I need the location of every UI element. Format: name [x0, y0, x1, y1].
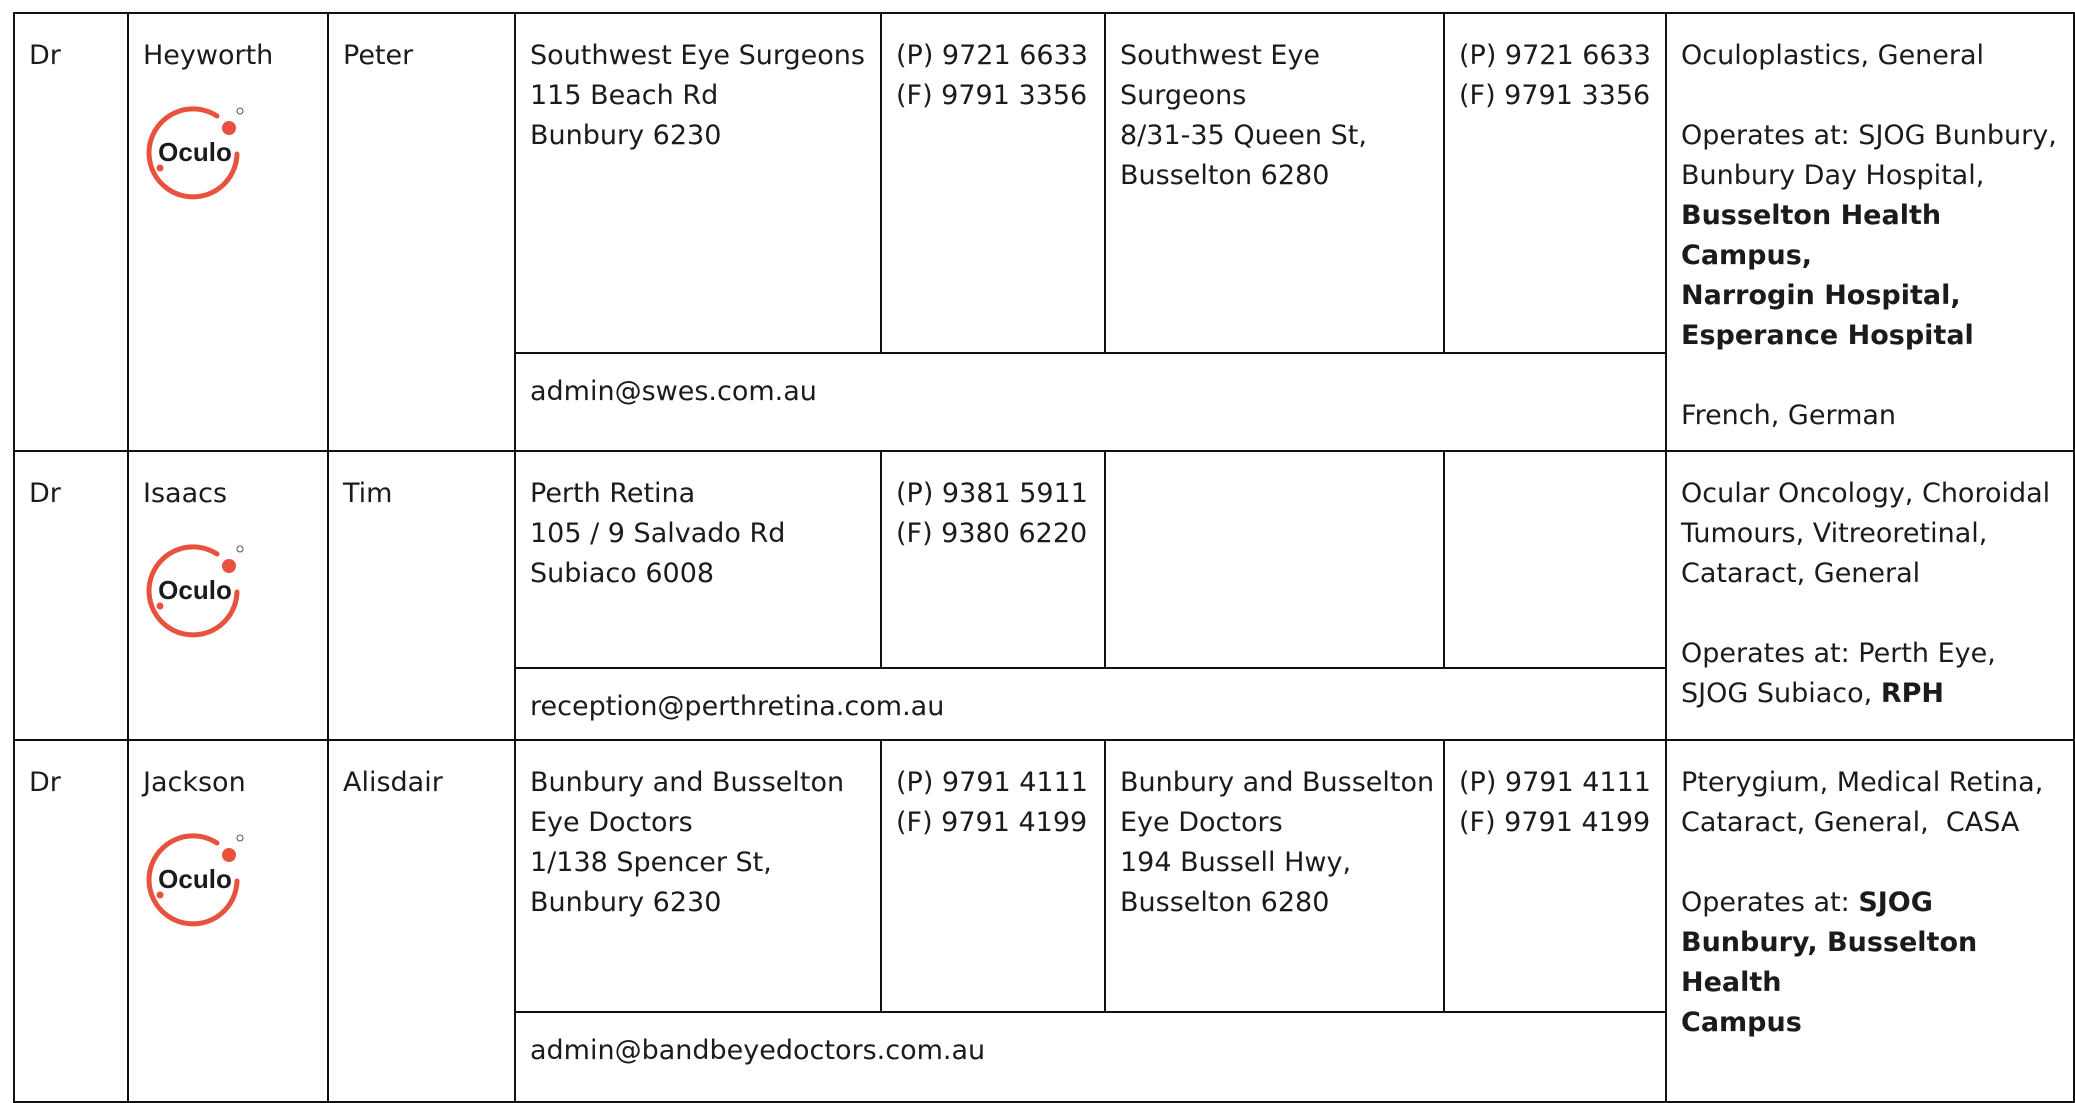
address-line: Bunbury and Busselton [1120, 767, 1435, 798]
phone-number: (P) 9791 4111 [896, 767, 1088, 798]
empty-phone-cell [1444, 451, 1666, 668]
practice-address-cell [515, 740, 881, 1012]
specialties-cell [1666, 451, 2074, 740]
specialties-line: Ocular Oncology, Choroidal [1681, 478, 2051, 509]
specialties-line: Pterygium, Medical Retina, [1681, 767, 2044, 798]
surname-cell [128, 740, 328, 1102]
operates-at-bold: RPH [1880, 678, 1945, 709]
operates-at-line: Operates at: Perth Eye, [1681, 638, 1996, 669]
address-line: 194 Bussell Hwy, [1120, 847, 1352, 878]
surname: Heyworth [143, 40, 274, 71]
address-line: Perth Retina [530, 478, 696, 509]
surname-cell [128, 13, 328, 451]
address-line: Eye Doctors [1120, 807, 1283, 838]
email-cell [515, 353, 1666, 451]
address-line: Busselton 6280 [1120, 160, 1330, 191]
languages-line: French, German [1681, 400, 1897, 431]
title-cell: Dr [14, 13, 128, 451]
oculo-logo-text: Oculo [158, 137, 232, 167]
address-line: Southwest Eye [1120, 40, 1321, 71]
empty-address-cell [1105, 451, 1444, 668]
first-name-cell: Peter [328, 13, 515, 451]
practice-address-cell [515, 13, 881, 353]
phone-cell [881, 13, 1105, 353]
fax-number: (F) 9380 6220 [896, 518, 1088, 549]
surname: Jackson [143, 767, 246, 798]
phone-number: (P) 9721 6633 [896, 40, 1088, 71]
phone-cell [881, 451, 1105, 668]
title-cell: Dr [14, 740, 128, 1102]
address-line: 105 / 9 Salvado Rd [530, 518, 786, 549]
address-line: Bunbury 6230 [530, 887, 722, 918]
email-cell [515, 1012, 1666, 1102]
specialties-line: Tumours, Vitreoretinal, [1681, 518, 1988, 549]
address-line: 1/138 Spencer St, [530, 847, 772, 878]
operates-at-line: Bunbury Day Hospital, [1681, 160, 1985, 191]
phone-cell [1444, 740, 1666, 1012]
operates-at-text: SJOG Subiaco, [1681, 678, 1881, 709]
phone-number: (P) 9381 5911 [896, 478, 1088, 509]
address-line: Eye Doctors [530, 807, 693, 838]
first-name-cell: Alisdair [328, 740, 515, 1102]
email-cell [515, 668, 1666, 740]
oculo-logo-icon [141, 536, 249, 644]
email-address: admin@bandbeyedoctors.com.au [530, 1035, 986, 1066]
table-row [14, 13, 2074, 353]
address-line: Bunbury 6230 [530, 120, 722, 151]
specialties-line: Cataract, General [1681, 558, 1921, 589]
specialties-line: Oculoplastics, General [1681, 40, 1985, 71]
fax-number: (F) 9791 4199 [1459, 807, 1651, 838]
oculo-logo-text: Oculo [158, 575, 232, 605]
operates-at-bold: Bunbury, Busselton Health [1681, 927, 1978, 998]
operates-at-bold: Busselton Health Campus, [1681, 200, 1942, 271]
practice-address-cell [515, 451, 881, 668]
address-line: 115 Beach Rd [530, 80, 719, 111]
specialties-cell [1666, 740, 2074, 1102]
table-row [14, 740, 2074, 1012]
operates-at-bold: SJOG [1858, 887, 1933, 918]
title-cell: Dr [14, 451, 128, 740]
address-line: 8/31-35 Queen St, [1120, 120, 1367, 151]
practice-address-cell [1105, 740, 1444, 1012]
email-address: admin@swes.com.au [530, 376, 817, 408]
fax-number: (F) 9791 4199 [896, 807, 1088, 838]
specialties-cell [1666, 13, 2074, 451]
operates-at-line [1681, 674, 2059, 714]
surname: Isaacs [143, 478, 228, 509]
table-row [14, 451, 2074, 668]
operates-at-line: Operates at: SJOG Bunbury, [1681, 120, 2057, 151]
address-line: Busselton 6280 [1120, 887, 1330, 918]
practice-address-cell [1105, 13, 1444, 353]
phone-number: (P) 9791 4111 [1459, 767, 1651, 798]
surname-cell [128, 451, 328, 740]
fax-number: (F) 9791 3356 [1459, 80, 1651, 111]
operates-at-bold: Esperance Hospital [1681, 320, 1974, 351]
operates-at-bold: Narrogin Hospital, [1681, 280, 1961, 311]
oculo-logo-icon [141, 98, 249, 206]
phone-cell [1444, 13, 1666, 353]
operates-at-text: Operates at: [1681, 887, 1859, 918]
address-line: Bunbury and Busselton [530, 767, 845, 798]
first-name-cell: Tim [328, 451, 515, 740]
address-line: Surgeons [1120, 80, 1247, 111]
operates-at-line [1681, 883, 2059, 923]
address-line: Subiaco 6008 [530, 558, 715, 589]
fax-number: (F) 9791 3356 [896, 80, 1088, 111]
operates-at-bold: Campus [1681, 1007, 1802, 1038]
phone-cell [881, 740, 1105, 1012]
ophthalmologist-directory-table [13, 12, 2075, 1103]
specialties-line: Cataract, General, CASA [1681, 807, 2020, 838]
oculo-logo-text: Oculo [158, 864, 232, 894]
email-address: reception@perthretina.com.au [530, 691, 945, 722]
oculo-logo-icon [141, 825, 249, 933]
address-line: Southwest Eye Surgeons [530, 40, 865, 71]
phone-number: (P) 9721 6633 [1459, 40, 1651, 71]
